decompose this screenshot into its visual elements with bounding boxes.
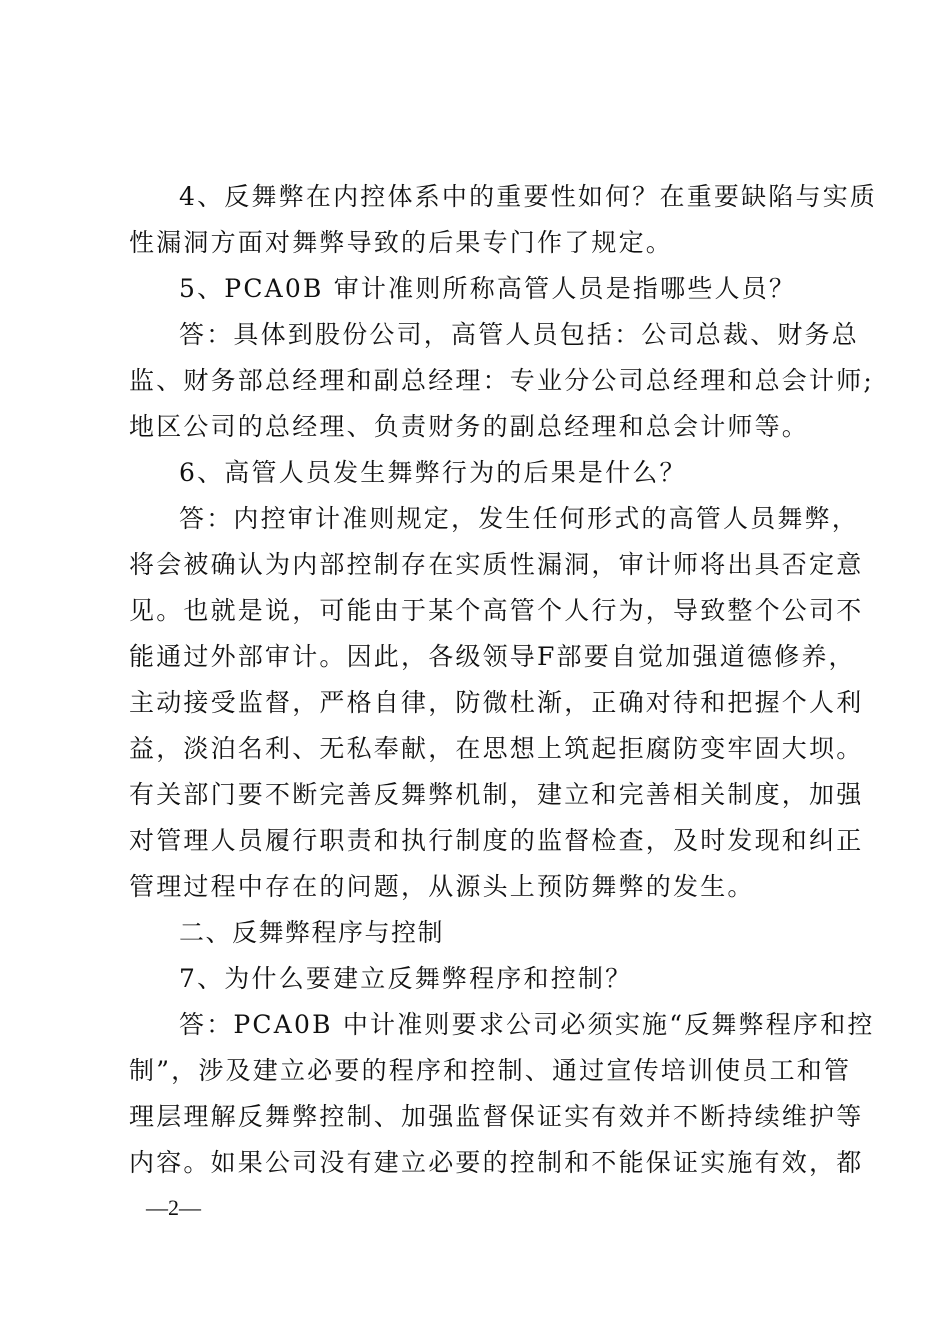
text-line: 主动接受监督，严格自律，防微杜渐，正确对待和把握个人利 [129, 688, 864, 717]
text-line: 答：PCA0B 中计准则要求公司必须实施“反舞弊程序和控 [179, 1010, 875, 1039]
text-line: 6、高管人员发生舞弊行为的后果是什么？ [179, 458, 687, 487]
text-line: 内容。如果公司没有建立必要的控制和不能保证实施有效，都 [129, 1148, 864, 1177]
text-line: 能通过外部审计。因此，各级领导F部要自觉加强道德修养， [129, 642, 856, 671]
text-line: 制”，涉及建立必要的程序和控制、通过宣传培训使员工和管 [129, 1056, 852, 1085]
section-heading: 二、反舞弊程序与控制 [179, 918, 445, 947]
text-line: 益，淡泊名利、无私奉献，在思想上筑起拒腐防变牢固大坝。 [129, 734, 864, 763]
text-line: 7、为什么要建立反舞弊程序和控制？ [179, 964, 633, 993]
page-number: —2— [146, 1195, 201, 1220]
text-line: 理层理解反舞弊控制、加强监督保证实有效并不断持续维护等 [129, 1102, 864, 1131]
text-line: 4、反舞弊在内控体系中的重要性如何？在重要缺陷与实质 [179, 182, 878, 211]
text-line: 监、财务部总经理和副总经理：专业分公司总经理和总会计师; [129, 366, 875, 395]
text-line: 管理过程中存在的问题，从源头上预防舞弊的发生。 [129, 872, 755, 901]
text-line: 5、PCA0B 审计准则所称高管人员是指哪些人员？ [179, 274, 797, 303]
text-line: 有关部门要不断完善反舞弊机制，建立和完善相关制度，加强 [129, 780, 864, 809]
text-line: 性漏洞方面对舞弊导致的后果专门作了规定。 [129, 228, 674, 257]
text-line: 地区公司的总经理、负责财务的副总经理和总会计师等。 [129, 412, 810, 441]
text-line: 对管理人员履行职责和执行制度的监督检查，及时发现和纠正 [129, 826, 864, 855]
text-line: 将会被确认为内部控制存在实质性漏洞，审计师将出具否定意 [129, 550, 864, 579]
text-line: 见。也就是说，可能由于某个高管个人行为，导致整个公司不 [129, 596, 864, 625]
text-line: 答：具体到股份公司，高管人员包括：公司总裁、财务总 [179, 320, 860, 349]
text-line: 答：内控审计准则规定，发生任何形式的高管人员舞弊， [179, 504, 860, 533]
